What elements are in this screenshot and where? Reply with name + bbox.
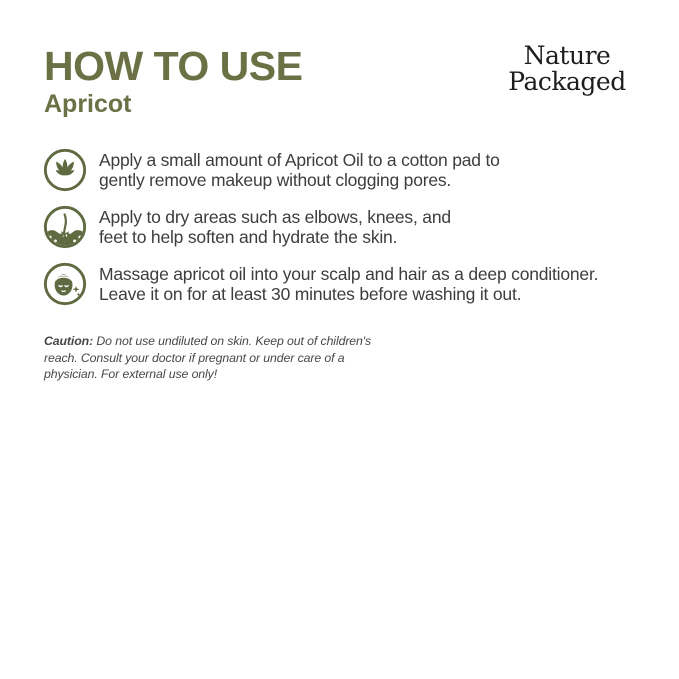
caution-line-1: [44, 333, 371, 350]
caution-note: [44, 333, 371, 383]
instruction-step-1: [42, 147, 659, 193]
instruction-list: [42, 147, 659, 318]
caution-text: Do not use undiluted on skin. Keep out of children's: [96, 334, 372, 348]
brand-logo: [504, 43, 630, 95]
brand-line-2: Packaged: [508, 67, 626, 96]
instruction-text: Massage apricot oil into your scalp and hair as a deep conditioner. Leave it on for at least 30 minutes before washing it out.: [99, 263, 599, 304]
hair-follicle-icon: [42, 204, 88, 250]
product-name: Apricot: [44, 90, 132, 118]
caution-line-3: physician. For external use only!: [44, 367, 218, 382]
page-title: HOW TO USE: [44, 43, 303, 89]
face-mask-icon: [42, 261, 88, 307]
caution-label: Caution:: [44, 334, 94, 348]
instruction-text: Apply a small amount of Apricot Oil to a cotton pad to gently remove makeup without clogging pores.: [99, 149, 500, 190]
brand-line-1: Nature: [523, 41, 611, 70]
caution-line-2: reach. Consult your doctor if pregnant or under care of a: [44, 350, 345, 365]
lotus-icon: [42, 147, 88, 193]
instruction-step-3: [42, 261, 659, 307]
instruction-text: Apply to dry areas such as elbows, knees, and feet to help soften and hydrate the skin.: [99, 206, 451, 247]
instruction-step-2: [42, 204, 659, 250]
